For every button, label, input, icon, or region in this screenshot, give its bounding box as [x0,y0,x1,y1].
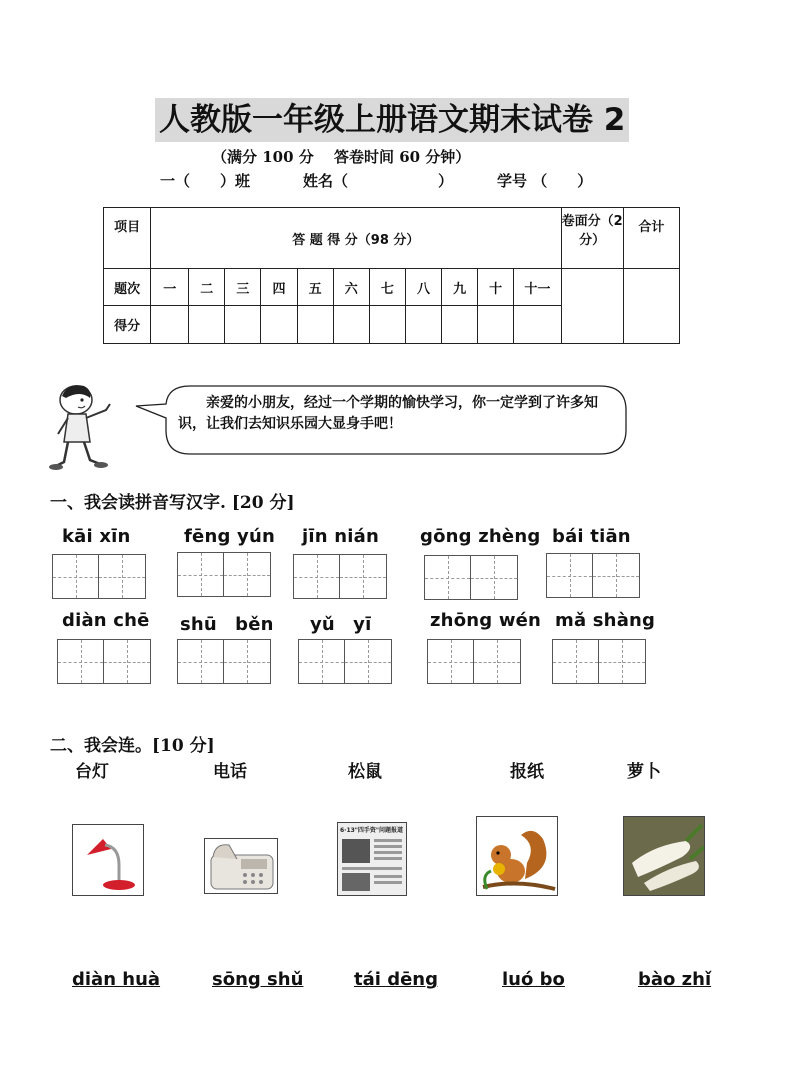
score-cell[interactable] [151,306,189,344]
question-number: 五 [297,269,333,306]
pinyin-label: zhōng wén [430,610,542,631]
word-squirrel: 松鼠 [348,762,382,782]
name-field: 姓名（ ） [303,172,454,190]
answer-score-header: 答 题 得 分（98 分） [151,208,561,269]
pinyin-label: kāi xīn [62,526,131,547]
question-number: 四 [261,269,297,306]
word-lamp: 台灯 [75,762,109,782]
score-row-label: 得分 [104,306,151,344]
writing-grid[interactable] [546,553,640,598]
pinyin-label: mǎ shàng [555,610,656,631]
student-id-field: 学号 （ ） [497,172,593,190]
writing-grid[interactable] [177,552,271,597]
pinyin-label: diàn chē [62,610,150,631]
question-number: 一 [151,269,189,306]
lamp-picture[interactable] [72,824,144,896]
section1-heading: 一、我会读拼音写汉字. [20 分] [50,493,295,513]
answer-pinyin[interactable]: bào zhǐ [638,969,712,990]
pinyin-label: jīn nián [302,526,379,547]
score-cell[interactable] [261,306,297,344]
score-cell[interactable] [189,306,225,344]
question-number: 三 [225,269,261,306]
question-number: 二 [189,269,225,306]
word-radish: 萝卜 [627,762,661,782]
writing-grid[interactable] [57,639,151,684]
question-number: 九 [442,269,478,306]
answer-pinyin[interactable]: luó bo [502,969,565,990]
question-number: 十 [478,269,514,306]
exam-title: 人教版一年级上册语文期末试卷 2 [155,98,629,142]
writing-grid[interactable] [424,555,518,600]
word-telephone: 电话 [213,762,247,782]
writing-grid[interactable] [293,554,387,599]
answer-pinyin[interactable]: diàn huà [72,969,161,990]
total-header: 合计 [623,208,679,269]
writing-grid[interactable] [177,639,271,684]
question-row-label: 题次 [104,269,151,306]
score-cell[interactable] [405,306,441,344]
class-field: 一（ ）班 [160,172,251,190]
answer-pinyin[interactable]: sōng shǔ [212,969,304,990]
score-cell[interactable] [478,306,514,344]
pinyin-label: gōng zhèng [420,526,541,547]
score-table [103,207,680,344]
word-newspaper: 报纸 [510,762,544,782]
radish-picture[interactable] [623,816,705,896]
question-number: 八 [405,269,441,306]
question-number: 七 [369,269,405,306]
item-header: 项目 [104,208,151,269]
neatness-score-cell[interactable] [561,269,623,344]
squirrel-picture[interactable] [476,816,558,896]
writing-grid[interactable] [52,554,146,599]
writing-grid[interactable] [298,639,392,684]
answer-pinyin[interactable]: tái dēng [354,969,438,990]
pinyin-label: fēng yún [184,526,275,547]
newspaper-caption: 6·13"四手资"问题报道 [340,827,404,834]
pinyin-label: shū běn [180,614,274,635]
score-cell[interactable] [514,306,561,344]
writing-grid[interactable] [427,639,521,684]
cartoon-boy-illustration [44,380,144,478]
greeting-text: 亲爱的小朋友，经过一个学期的愉快学习，你一定学到了许多知识，让我们去知识乐园大显身手吧！ [178,395,598,432]
pinyin-label: bái tiān [552,526,631,547]
score-cell[interactable] [369,306,405,344]
section2-heading: 二、我会连。[10 分] [50,736,215,756]
neatness-header: 卷面分（2分） [561,208,623,269]
telephone-picture[interactable] [204,838,278,894]
pinyin-label: yǔ yī [310,614,372,635]
writing-grid[interactable] [552,639,646,684]
score-cell[interactable] [442,306,478,344]
question-number: 十一 [514,269,561,306]
score-cell[interactable] [333,306,369,344]
total-score-cell[interactable] [623,269,679,344]
score-cell[interactable] [297,306,333,344]
score-cell[interactable] [225,306,261,344]
question-number: 六 [333,269,369,306]
exam-subtitle: （满分 100 分 答卷时间 60 分钟） [212,148,471,166]
newspaper-picture[interactable] [337,822,407,896]
